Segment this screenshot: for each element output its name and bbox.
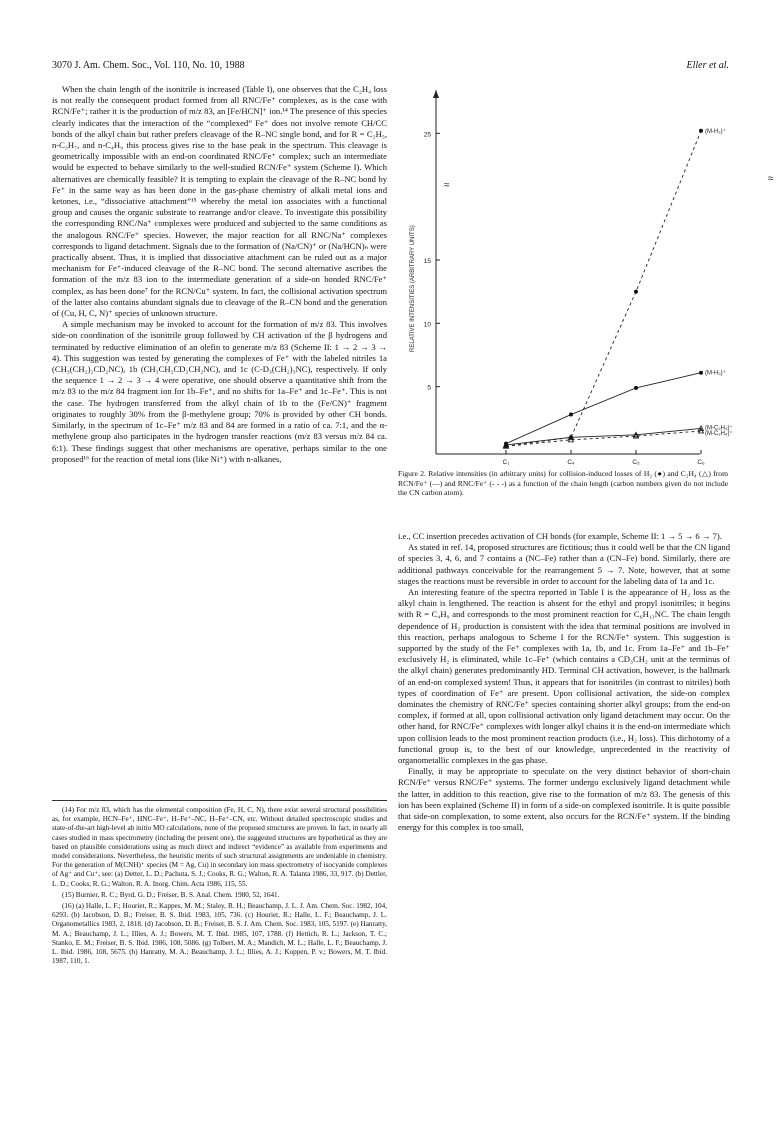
x-tick-label: C₅	[632, 459, 640, 466]
figure-caption: Figure 2. Relative intensities (in arbitrary units) for collision-induced losses of H₂ (●) and C₂H₄ (△) from RCN/Fe⁺ (—) and RNC/Fe⁺ (- - -) as a function of the chain length (carbon numbers given do not include the CN carbon atom).	[398, 469, 728, 498]
footnote-rule	[52, 800, 387, 801]
paragraph: An interesting feature of the spectra reported in Table I is the appearance of H₂ loss as the alkyl chain is lengthened. The reaction is absent for the ethyl and propyl isonitriles; it begins with R = C₄H₉ and corresponds to the most prominent reaction for C₆H₁₃NC. The chain length dependence of H₂ production is consistent with the idea that terminal positions are involved in this reaction, perhaps analogous to Scheme I for the RCN/Fe⁺ system. This suggestion is supported by the study of the Fe⁺ complexes with 1a, 1b, and 1c. From 1a–Fe⁺ and 1b–Fe⁺ exclusively H₂ is eliminated, while 1c–Fe⁺ (which contains a CD₃CH₂ unit at the terminus of the alkyl chain) generates predominantly HD. Terminal CH activation, however, is the hallmark of an end-on complexed system! Thus, it appears that for isonitriles (in contrast to nitriles) both types of coordination of Fe⁺ are present. Upon collisional activation, the side-on complex dominates the chemistry of RNC/Fe⁺ species containing shorter alkyl groups; from the end-on complex, if formed at all, upon collisional activation only ligand detachment may occur. On the other hand, for RNC/Fe⁺ complexes with longer alkyl chains it is the end-on intermediate which upon collision leads to the most prominent reaction products (i.e., H₂ loss). This dichotomy of a functional group is, to the best of our knowledge, unprecedented in the reactivity of organometallic complexes in the gas phase.	[398, 587, 730, 766]
series-label: (M-C₂H₄)⁺	[705, 431, 733, 437]
footnote: (14) For m/z 83, which has the elemental composition (Fe, H, C, N), there exist several structural possibilities as, for example, HCN–Fe⁺, HNC–Fe⁺, H–Fe⁺–NC, H–Fe⁺–CN, etc. Without detailed spectroscopic studies and state-of-the-art high-level ab initio MO calculations, none of the proposed structures are proven. In fact, in nearly all cases studied in mass spectrometry (including the present one), the suggested structures are hypothetical as they are based on plausible considerations using as much direct and indirect “evidence” as available from experiments and model considerations. Nevertheless, the heuristic merits of such structural assignments are undeniable in chemistry. For the generation of M(CNH)⁺ species (M = Ag, Cu) in secondary ion mass spectrometry of isocyanide complexes of Ag⁺ and Cu⁺, see: (a) Detter, L. D.; Pachuta, S. J.; Cooks, R. G.; Walton, R. A. Talanta 1986, 33, 917. (b) Dettler, L. D.; Cooks, R. G.; Walton, R. A. Inorg. Chim. Acta 1986, 115, 55.	[52, 806, 387, 888]
figure-2	[400, 82, 774, 472]
y-tick-label: 10	[423, 321, 431, 329]
series-line	[506, 431, 701, 446]
y-axis-arrow	[433, 90, 439, 98]
y-tick-label: 25	[423, 131, 431, 139]
data-point	[569, 413, 573, 417]
x-tick-label: C₆	[697, 459, 705, 466]
axis-break-mark: ≈	[444, 180, 450, 191]
y-tick-label: 5	[427, 384, 431, 392]
running-header-left: 3070 J. Am. Chem. Soc., Vol. 110, No. 10, 1988	[52, 60, 245, 71]
series-line	[506, 131, 701, 446]
y-axis-label: RELATIVE INTENSITIES (ARBITRARY UNITS)	[410, 225, 416, 352]
data-point	[634, 290, 638, 294]
left-column-text	[52, 84, 387, 465]
paragraph: Finally, it may be appropriate to speculate on the very distinct behavior of short-chain RCN/Fe⁺ versus RNC/Fe⁺ systems. The former undergo exclusively ligand detachment while the latter, in addition to this reaction, give rise to the formation of m/z 83. The genesis of this ion has been explained (Scheme II) in form of a side-on complexed isonitrile. It is quite possible that side-on complexation, to some extent, also occurs for the RCN/Fe⁺ system. If the binding energy for this complex is too small,	[398, 766, 730, 833]
x-tick-label: C₁	[502, 459, 510, 466]
footnotes	[52, 806, 387, 968]
data-point	[699, 129, 703, 133]
paragraph: i.e., CC insertion precedes activation of CH bonds (for example, Scheme II: 1 → 5 → 6 → 7).	[398, 531, 722, 541]
running-header-right: Eller et al.	[686, 60, 729, 71]
data-point	[699, 371, 703, 375]
x-tick-label: C₄	[567, 459, 575, 466]
paragraph: A simple mechanism may be invoked to account for the formation of m/z 83. This involves side-on coordination of the isonitrile group followed by CH activation of the β hydrogens and terminated by reductive elimination of an olefin to generate m/z 83 (Scheme II: 1 → 2 → 3 → 4). This suggestion was tested by generating the complexes of Fe⁺ with the labeled nitriles 1a (CH₃(CH₂)₂CD₂NC), 1b (CH₃CH₂CD₂CH₂NC), and 1c (C-D₃(CH₂)₃NC), respectively. If only the sequence 1 → 2 → 3 → 4 were operative, one should observe a quantitative shift from the m/z 83 to the m/z 84 fragment ion for 1b–Fe⁺, and no shifts for 1a–Fe⁺ and 1c–Fe⁺. This is not the case. The hydrogen transferred from the alkyl chain of 1b to the (Fe/CN)⁺ fragment originates to roughly 30% from the β-methylene group; 70% is provided by other CH bonds. Similarly, in the spectrum of 1c–Fe⁺ m/z 83 and 84 are formed in a ratio of ca. 7:1, and the α-methylene group also participates in the hydrogen transfer reactions (m/z 83 versus m/z 84 ca. 6:1). These findings suggest that other mechanisms are operative, perhaps similar to the one proposed¹⁶ for the reaction of metal ions (like Ni⁺) with n-alkanes,	[52, 319, 387, 464]
y-tick-label: 15	[423, 258, 431, 265]
right-column-text	[398, 531, 730, 833]
footnote: (16) (a) Halle, L. F.; Houriet, R.; Kappes, M. M.; Staley, R. H.; Beauchamp, J. L. J. Am. Chem. Soc. 1982, 104, 6293. (b) Jacobson, D. B.; Freiser, B. S. Ibid. 1983, 105, 736. (c) Houriet, R.; Halle, L. F.; Beauchamp, J. L. Organometallics 1983, 2, 1818. (d) Jacobson, D. B.; Freiser, B. S. J. Am. Chem. Soc. 1983, 105, 5197. (e) Hanratty, M. A.; Beauchamp, J. L.; Illies, A. J.; Bowers, M. T. Ibid. 1985, 107, 1788. (f) Hettich, R. L.; Jackson, T. C.; Stanko, E. M.; Freiser, B. S. Ibid. 1986, 108, 5086. (g) Tolbert, M. A.; Mandich, M. L.; Halle, L. F.; Beauchamp, J. L. Ibid. 1986, 108, 5675. (h) Hanratty, M. A.; Beauchamp, J. L.; Illies, A. J.; Koppen, P. v.; Bowers, M. T. Ibid. 1987, 110, 1.	[52, 902, 387, 966]
data-point	[634, 386, 638, 390]
line-chart	[400, 82, 774, 467]
series-label: (M-H₂)⁺	[705, 370, 726, 377]
series-line	[506, 373, 701, 444]
axis-break-mark: ≈	[768, 173, 774, 185]
footnote: (15) Burnier, R. C.; Byrd, G. D.; Freiser, B. S. Anal. Chem. 1980, 52, 1641.	[62, 890, 280, 899]
series-label: (M-H₂)⁺	[705, 128, 726, 135]
paragraph: When the chain length of the isonitrile is increased (Table I), one observes that the C₂H₄ loss is not really the consequent product formed from all RNC/Fe⁺ complexes, as is the case with RCN/Fe⁺; rather it is the production of m/z 83, an [Fe/HCN]⁺ ion.¹⁴ The presence of this species clearly indicates that the interaction of the “complexed” Fe⁺ does not involve remote CH/CC bonds of the alkyl chain but rather prefers cleavage of the R–NC single bond, and for R = C₂H₅, n-C₃H₇, and n-C₄H₉ this process gives rise to the base peak in the spectrum. This cleavage is geometrically impossible with an end-on coordinated RNC/Fe⁺ complex; such an intermediate would be expected to behave similarly to the well-studied RCN/Fe⁺ system (Scheme I). Which alternatives are chemically feasible? It is tempting to explain the cleavage of the R–NC bond by Fe⁺ in the same way as has been done in the gas-phase chemistry of alkali metal ions and ketones, i.e., “dissociative attachment”¹⁵ whereby the metal ion associates with a functional group and causes the organic substrate to rearrange and/or cleave. To investigate this possibility the corresponding RNC/Na⁺ complexes were produced and subjected to the same conditions as the analogous RNC/Fe⁺ species. However, the major reaction for all RNC/Na⁺ complexes corresponds to ligand detachment. Signals due to the formation of (Na/CN)⁺ or (Na/HCN)ₙ were practically absent. Thus, it is implied that dissociative attachment can be ruled out as a major mechanism for Fe⁺-induced cleavage of the R–NC bond. The second alternative ascribes the formation of the m/z 83 ion to the intermediate generation of a side-on bonded RNC/Fe⁺ complex, as has been done⁷ for the RCN/Cu⁺ system. In fact, the collisional activation spectrum of the latter also contains abundant signals due to cleavage of the R–CN bond and the generation of (Cu, H, C, N)⁺ species of unknown structure.	[52, 84, 387, 319]
series-label: (M-C₂H₄)⁺	[705, 425, 733, 432]
paragraph: As stated in ref. 14, proposed structures are fictitious; thus it could well be that the CN ligand of species 3, 4, 6, and 7 contains a (NC–Fe) rather than a (CN–Fe) bond. Similarly, there are additional pathways conceivable for the rearrangement 5 → 7. Note, however, that at some stages the reactions must be reversible in order to account for the labeling data of 1a and 1c.	[398, 542, 730, 586]
